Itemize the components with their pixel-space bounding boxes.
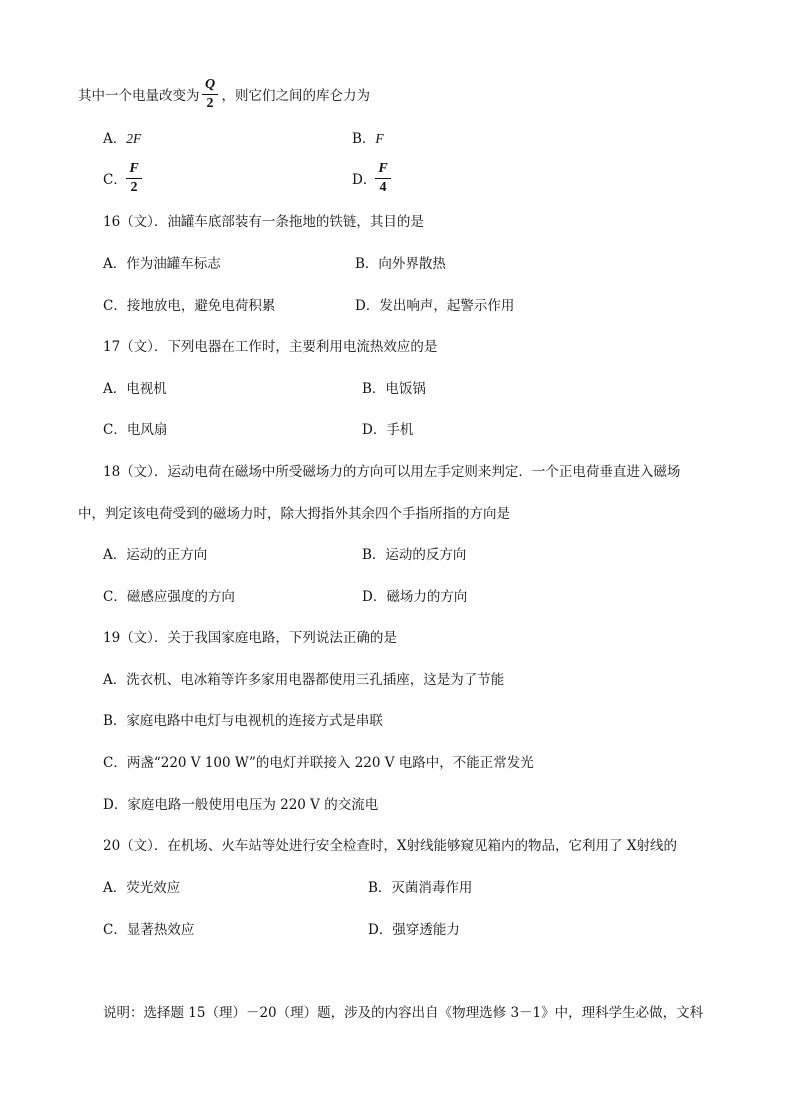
q18-stem-line-2: 中，判定该电荷受到的磁场力时，除大拇指外其余四个手指所指的方向是 xyxy=(78,506,510,522)
q16-stem: 16（文）．油罐车底部装有一条拖地的铁链，其目的是 xyxy=(103,214,424,230)
fraction-denominator: 2 xyxy=(130,180,138,195)
q15-stem-suffix: ，则它们之间的库仑力为 xyxy=(221,88,370,104)
q15-option-b xyxy=(352,129,384,149)
q16-option-a: A．作为油罐车标志 xyxy=(103,256,221,272)
fraction-numerator: F xyxy=(129,161,139,176)
fraction-denominator: 4 xyxy=(379,180,387,195)
q17-option-a: A．电视机 xyxy=(103,381,167,397)
q18-option-b: B．运动的反方向 xyxy=(362,547,467,563)
q20-option-a: A．荧光效应 xyxy=(103,880,181,896)
q19-stem: 19（文）．关于我国家庭电路，下列说法正确的是 xyxy=(103,630,397,646)
fraction-numerator: F xyxy=(378,161,388,176)
fraction-bar xyxy=(126,178,142,179)
q18-option-d: D．磁场力的方向 xyxy=(362,589,468,605)
q20-stem: 20（文）．在机场、火车站等处进行安全检查时，X射线能够窥见箱内的物品，它利用了 X射线的 xyxy=(103,838,677,854)
q15-option-a xyxy=(103,129,141,149)
q17-option-b: B．电饭锅 xyxy=(362,381,426,397)
q20-option-b: B．灭菌消毒作用 xyxy=(368,880,473,896)
q20-option-d: D．强穿透能力 xyxy=(368,922,460,938)
fraction-denominator: 2 xyxy=(206,96,214,111)
fraction-numerator: Q xyxy=(204,77,216,92)
q17-option-c: C．电风扇 xyxy=(103,422,168,438)
q15-stem xyxy=(78,86,370,106)
q17-option-d: D．手机 xyxy=(362,422,414,438)
q15-fraction-q-over-2 xyxy=(202,77,218,112)
q18-option-c: C．磁感应强度的方向 xyxy=(103,589,235,605)
q16-option-b: B．向外界散热 xyxy=(355,256,446,272)
option-label: B． xyxy=(352,131,376,147)
q15-option-c-label: C． xyxy=(103,172,127,188)
q16-option-c: C．接地放电，避免电荷积累 xyxy=(103,298,276,314)
option-label: A． xyxy=(103,131,127,147)
option-value: 2F xyxy=(126,131,142,146)
q20-option-c: C．显著热效应 xyxy=(103,922,195,938)
q15-option-d-fraction xyxy=(375,161,391,196)
exam-note: 说明：选择题 15（理）－20（理）题，涉及的内容出自《物理选修 3－1》中，理科学生必做，文科 xyxy=(103,1005,704,1021)
q17-stem: 17（文）．下列电器在工作时，主要利用电流热效应的是 xyxy=(103,339,438,355)
q19-option-b: B．家庭电路中电灯与电视机的连接方式是串联 xyxy=(103,713,383,729)
q18-stem-line-1: 18（文）．运动电荷在磁场中所受磁场力的方向可以用左手定则来判定．一个正电荷垂直进入磁场 xyxy=(103,464,681,480)
option-value: F xyxy=(375,131,384,146)
q19-option-a: A．洗衣机、电冰箱等许多家用电器都使用三孔插座，这是为了节能 xyxy=(103,672,505,688)
q15-option-d-label: D． xyxy=(352,172,377,188)
q19-option-d: D．家庭电路一般使用电压为 220 V 的交流电 xyxy=(103,797,379,813)
fraction-bar xyxy=(375,178,391,179)
q16-option-d: D．发出响声，起警示作用 xyxy=(355,298,515,314)
q15-stem-prefix: 其中一个电量改变为 xyxy=(78,88,200,104)
q19-option-c: C．两盏“220 V 100 W”的电灯并联接入 220 V 电路中，不能正常发光 xyxy=(103,755,534,771)
q15-option-c-fraction xyxy=(126,161,142,196)
fraction-bar xyxy=(202,94,218,95)
q18-option-a: A．运动的正方向 xyxy=(103,547,208,563)
